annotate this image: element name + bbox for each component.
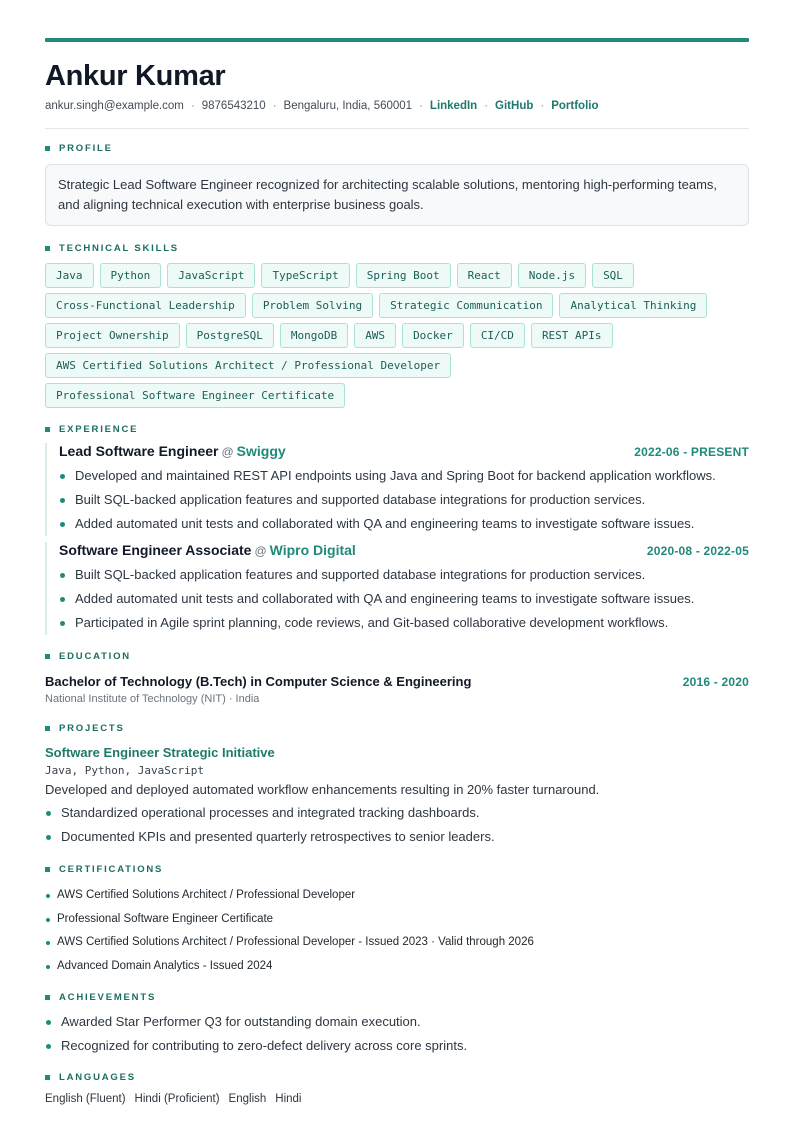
project-title: Software Engineer Strategic Initiative bbox=[45, 745, 275, 760]
skill-chip: Spring Boot bbox=[356, 263, 451, 288]
list-item: Standardized operational processes and integrated tracking dashboards. bbox=[45, 801, 749, 825]
skill-chip: AWS bbox=[354, 323, 396, 348]
skill-chip: Python bbox=[100, 263, 162, 288]
skill-chip: AWS Certified Solutions Architect / Professional Developer bbox=[45, 353, 451, 378]
skill-chip: CI/CD bbox=[470, 323, 525, 348]
skill-chip: Project Ownership bbox=[45, 323, 180, 348]
phone[interactable]: 9876543210 bbox=[201, 100, 266, 112]
skill-chip: PostgreSQL bbox=[186, 323, 274, 348]
project-tech: Java, Python, JavaScript bbox=[45, 764, 204, 777]
list-item: Recognized for contributing to zero-defect delivery across core sprints. bbox=[45, 1034, 749, 1058]
list-item: Built SQL-backed application features and supported database integrations for production services. bbox=[59, 563, 749, 587]
job-title: Software Engineer Associate @ Wipro Digital bbox=[59, 542, 356, 558]
skill-chip: Strategic Communication bbox=[379, 293, 553, 318]
list-item: Awarded Star Performer Q3 for outstanding domain execution. bbox=[45, 1010, 749, 1034]
candidate-name: Ankur Kumar bbox=[45, 60, 226, 92]
github-link[interactable]: GitHub bbox=[495, 100, 534, 112]
skill-chip: Node.js bbox=[518, 263, 586, 288]
skill-chip: JavaScript bbox=[167, 263, 255, 288]
language-item: English bbox=[228, 1093, 267, 1105]
section-title-achievements: ACHIEVEMENTS bbox=[45, 992, 749, 1003]
school: National Institute of Technology (NIT) · India bbox=[45, 693, 260, 705]
list-item: Documented KPIs and presented quarterly retrospectives to senior leaders. bbox=[45, 825, 749, 849]
location: Bengaluru, India, 560001 bbox=[283, 100, 413, 112]
skill-chip: React bbox=[457, 263, 512, 288]
languages-list bbox=[45, 1093, 749, 1105]
email[interactable]: ankur.singh@example.com bbox=[45, 100, 184, 112]
skill-chip: MongoDB bbox=[280, 323, 348, 348]
list-item: Advanced Domain Analytics - Issued 2024 bbox=[45, 955, 749, 979]
square-bullet-icon bbox=[45, 867, 50, 872]
language-item: Hindi bbox=[275, 1093, 302, 1105]
experience-entry bbox=[45, 542, 749, 635]
skill-chip: Professional Software Engineer Certificate bbox=[45, 383, 345, 408]
section-title-projects: PROJECTS bbox=[45, 723, 749, 734]
list-item: Developed and maintained REST API endpoints using Java and Spring Boot for backend application workflows. bbox=[59, 464, 749, 488]
skill-chip: Problem Solving bbox=[252, 293, 373, 318]
language-item: Hindi (Proficient) bbox=[134, 1093, 220, 1105]
project-description: Developed and deployed automated workflow enhancements resulting in 20% faster turnaround. bbox=[45, 782, 600, 797]
list-item: Added automated unit tests and collaborated with QA and engineering teams to investigate software issues. bbox=[59, 512, 749, 536]
resume-page bbox=[45, 38, 749, 1105]
list-item: AWS Certified Solutions Architect / Professional Developer bbox=[45, 884, 749, 908]
degree: Bachelor of Technology (B.Tech) in Computer Science & Engineering bbox=[45, 674, 472, 689]
square-bullet-icon bbox=[45, 726, 50, 731]
skill-chip: Docker bbox=[402, 323, 464, 348]
education-entry bbox=[45, 674, 749, 689]
list-item: Added automated unit tests and collaborated with QA and engineering teams to investigate software issues. bbox=[59, 587, 749, 611]
section-title-skills: TECHNICAL SKILLS bbox=[45, 243, 749, 254]
list-item: Professional Software Engineer Certificate bbox=[45, 908, 749, 932]
skills-list bbox=[45, 263, 749, 408]
skill-chip: REST APIs bbox=[531, 323, 613, 348]
portfolio-link[interactable]: Portfolio bbox=[551, 100, 599, 112]
square-bullet-icon bbox=[45, 654, 50, 659]
list-item: AWS Certified Solutions Architect / Professional Developer - Issued 2023 · Valid through 2026 bbox=[45, 931, 749, 955]
square-bullet-icon bbox=[45, 146, 50, 151]
education-dates: 2016 - 2020 bbox=[682, 675, 749, 689]
experience-entry bbox=[45, 443, 749, 536]
skill-chip: Analytical Thinking bbox=[559, 293, 707, 318]
language-item: English (Fluent) bbox=[45, 1093, 126, 1105]
square-bullet-icon bbox=[45, 1075, 50, 1080]
skill-chip: TypeScript bbox=[261, 263, 349, 288]
job-title: Lead Software Engineer @ Swiggy bbox=[59, 443, 286, 459]
square-bullet-icon bbox=[45, 995, 50, 1000]
job-dates: 2020-08 - 2022-05 bbox=[646, 544, 749, 558]
job-dates: 2022-06 - PRESENT bbox=[634, 445, 749, 459]
square-bullet-icon bbox=[45, 427, 50, 432]
profile-summary: Strategic Lead Software Engineer recognized for architecting scalable solutions, mentoring high-performing teams, and aligning technical execution with enterprise business goals. bbox=[45, 164, 749, 226]
divider bbox=[45, 128, 749, 129]
skill-chip: Java bbox=[45, 263, 94, 288]
square-bullet-icon bbox=[45, 246, 50, 251]
company-name: Swiggy bbox=[236, 443, 286, 459]
linkedin-link[interactable]: LinkedIn bbox=[429, 100, 478, 112]
section-title-experience: EXPERIENCE bbox=[45, 424, 749, 435]
section-title-profile: PROFILE bbox=[45, 143, 749, 154]
skill-chip: SQL bbox=[592, 263, 634, 288]
skill-chip: Cross-Functional Leadership bbox=[45, 293, 246, 318]
section-title-certifications: CERTIFICATIONS bbox=[45, 864, 749, 875]
accent-bar bbox=[45, 38, 749, 42]
list-item: Built SQL-backed application features and supported database integrations for production services. bbox=[59, 488, 749, 512]
company-name: Wipro Digital bbox=[269, 542, 356, 558]
contact-line: ankur.singh@example.com · 9876543210 · Bengaluru, India, 560001 · LinkedIn · GitHub · Portfolio bbox=[45, 100, 599, 112]
section-title-languages: LANGUAGES bbox=[45, 1072, 749, 1083]
list-item: Participated in Agile sprint planning, code reviews, and Git-based collaborative development workflows. bbox=[59, 611, 749, 635]
section-title-education: EDUCATION bbox=[45, 651, 749, 662]
